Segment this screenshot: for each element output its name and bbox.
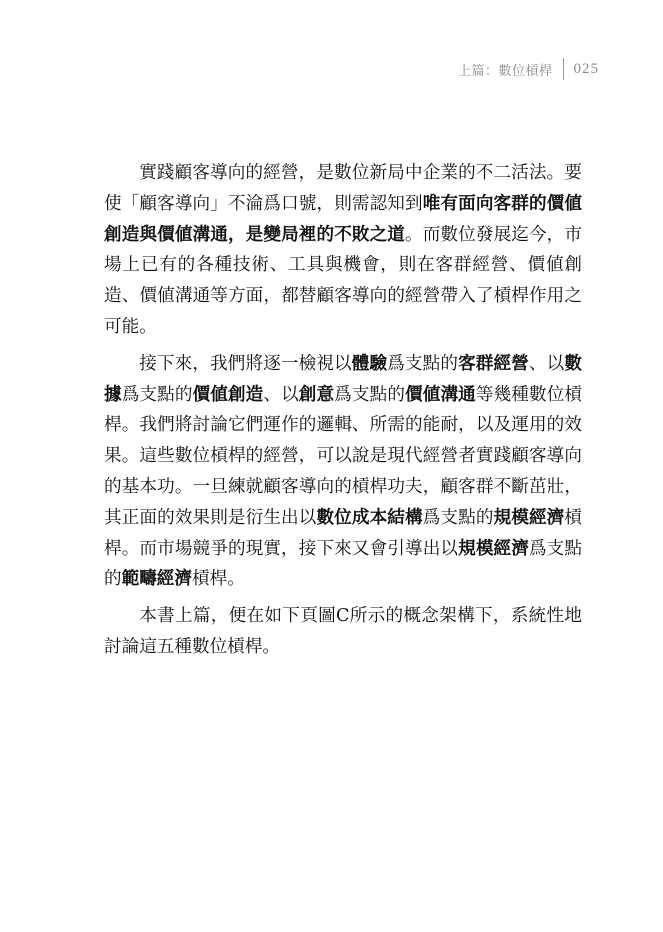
bold-text-run: 價値創造	[192, 384, 264, 405]
text-run: 爲支點的	[104, 538, 582, 590]
text-run: 、以	[263, 384, 299, 405]
text-run: 槓桿。	[192, 569, 245, 590]
bold-text-run: 規模經濟	[458, 538, 529, 559]
text-run: 槓桿。而市場競爭的現實，接下來又會引導出以	[104, 507, 582, 559]
running-head	[458, 58, 599, 80]
text-run: 、以	[528, 353, 565, 374]
page-number: 025	[573, 60, 599, 77]
text-run: 本書上篇，便在如下頁圖C所示的概念架構下，系統性地討論這五種數位槓桿。	[104, 606, 582, 657]
text-run: 爲支點的	[422, 507, 494, 528]
paragraph-1	[104, 158, 582, 343]
text-run: 等幾種數位槓桿。我們將討論它們運作的邏輯、所需的能耐，以及運用的效果。這些數位槓桿的經營，可以說是現代經營者實踐顧客導向的基本功。一旦練就顧客導向的槓桿功夫，顧客群不斷茁壯，其正面的效果則是衍生出以	[104, 384, 582, 528]
running-head-divider	[563, 58, 564, 80]
text-run: 。而數位發展迄今，市場上已有的各種技術、工具與機會，則在客群經營、價値創造、價値溝通等方面，都替顧客導向的經營帶入了槓桿作用之可能。	[104, 224, 582, 337]
paragraph-3	[104, 601, 582, 663]
bold-text-run: 唯有面向客群的價値創造與價値溝通，是變局裡的不敗之道	[104, 193, 582, 245]
paragraph-2	[104, 349, 582, 595]
bold-text-run: 規模經濟	[493, 507, 565, 528]
bold-text-run: 創意	[298, 384, 335, 405]
bold-text-run: 客群經營	[458, 353, 529, 374]
bold-text-run: 數據	[104, 353, 582, 405]
bold-text-run: 價値溝通	[405, 384, 476, 405]
text-run: 實踐顧客導向的經營，是數位新局中企業的不二活法。要使「顧客導向」不淪爲口號，則需認知到	[104, 163, 582, 214]
bold-text-run: 數位成本結構	[316, 507, 423, 528]
body-text	[104, 158, 582, 669]
text-run: 爲支點的	[387, 353, 459, 374]
running-head-section: 上篇：數位槓桿	[457, 63, 553, 79]
bold-text-run: 體驗	[351, 353, 388, 374]
text-run: 接下來，我們將逐一檢視以	[139, 353, 352, 374]
bold-text-run: 範疇經濟	[121, 569, 192, 590]
text-run: 爲支點的	[121, 384, 193, 405]
text-run: 爲支點的	[334, 384, 406, 405]
